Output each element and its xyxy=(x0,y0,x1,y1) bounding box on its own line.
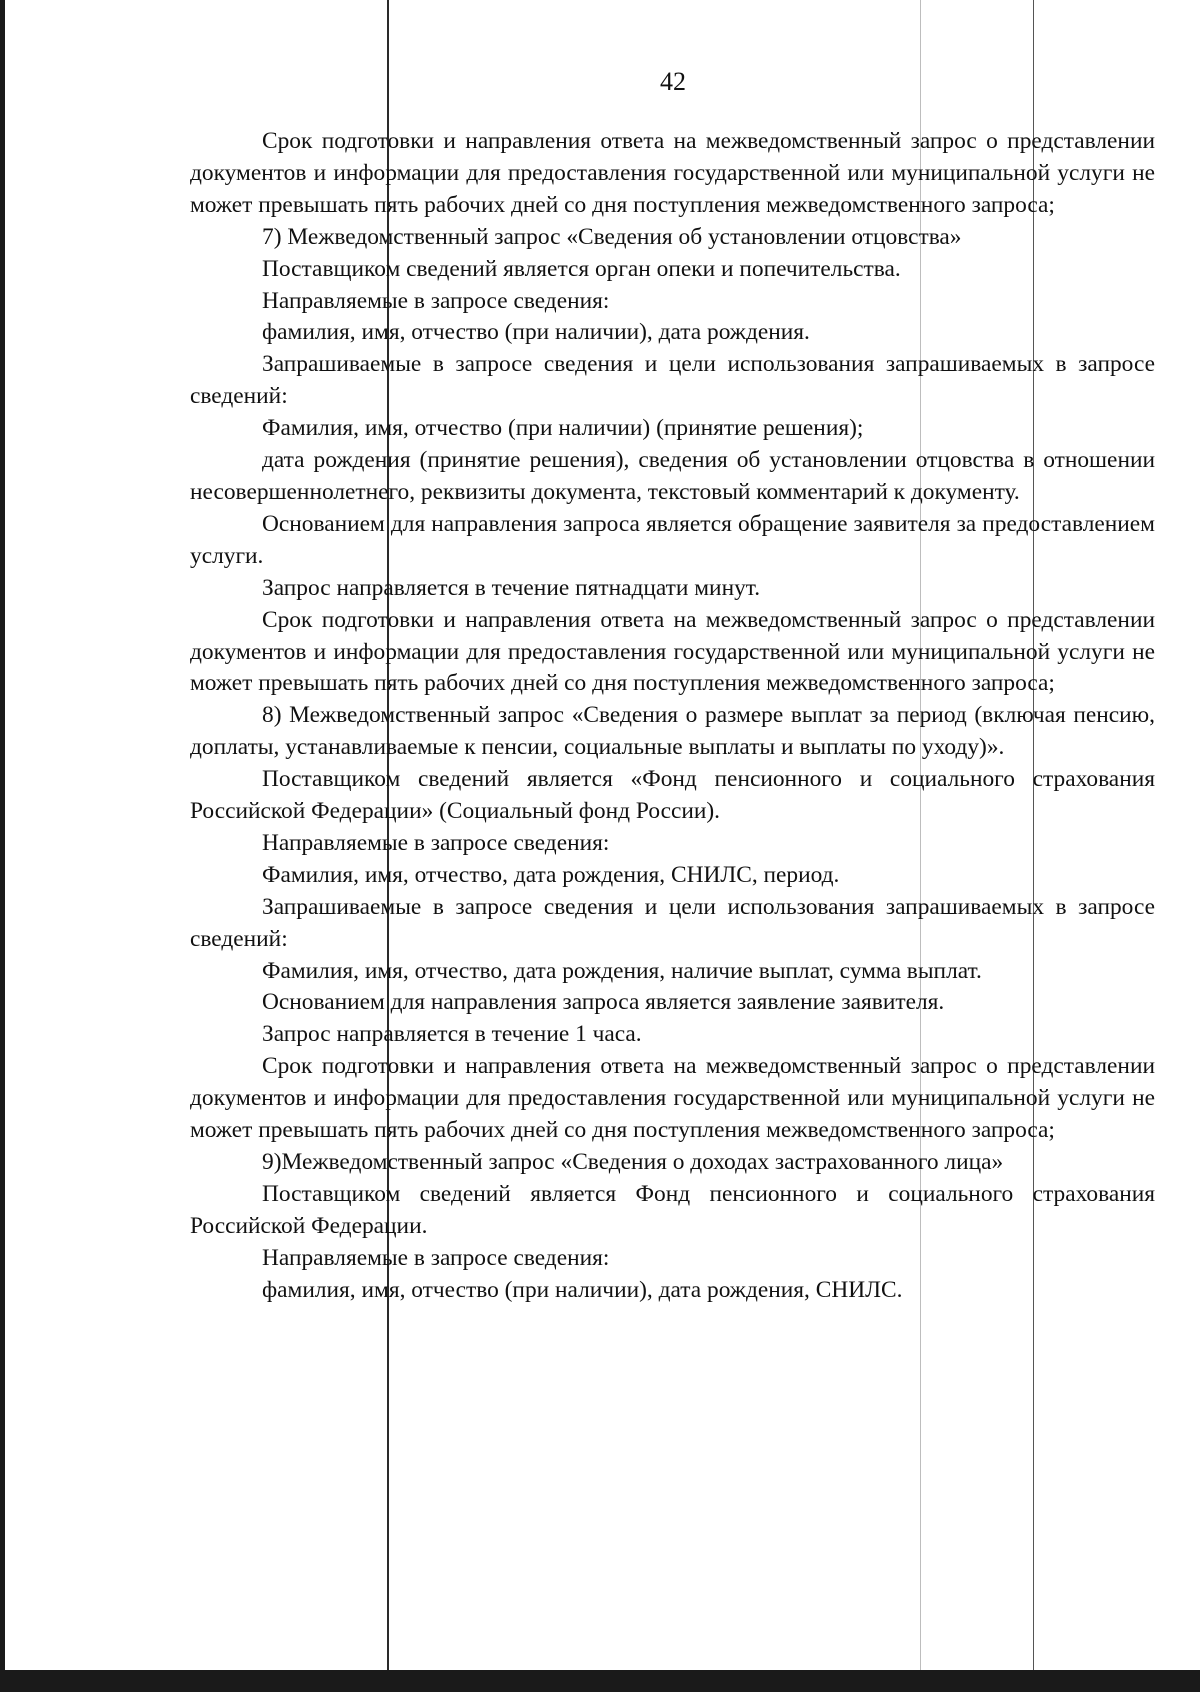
document-body xyxy=(190,126,1155,1307)
paragraph: фамилия, имя, отчество (при наличии), дата рождения, СНИЛС. xyxy=(262,1276,903,1303)
paragraph: Фамилия, имя, отчество, дата рождения, наличие выплат, сумма выплат. xyxy=(262,957,982,984)
scan-left-border xyxy=(0,0,5,1692)
paragraph: Поставщиком сведений является орган опеки и попечительства. xyxy=(262,255,901,282)
page-number: 42 xyxy=(660,67,686,96)
paragraph: Срок подготовки и направления ответа на межведомственный запрос о представлении документов и информации для предоставления государственной или муниципальной услуги не может превышать пять рабочих дней со дня поступления межведомственного запроса; xyxy=(190,1053,1155,1144)
paragraph: Направляемые в запросе сведения: xyxy=(262,287,610,314)
paragraph: Фамилия, имя, отчество (при наличии) (принятие решения); xyxy=(262,415,864,442)
paragraph: Запрос направляется в течение 1 часа. xyxy=(262,1021,642,1048)
paragraph: фамилия, имя, отчество (при наличии), дата рождения. xyxy=(262,319,810,346)
paragraph: 9)Межведомственный запрос «Сведения о доходах застрахованного лица» xyxy=(262,1149,1004,1175)
paragraph: Запрос направляется в течение пятнадцати минут. xyxy=(262,574,761,601)
paragraph: Фамилия, имя, отчество, дата рождения, СНИЛС, период. xyxy=(262,861,840,888)
paragraph: Поставщиком сведений является «Фонд пенсионного и социального страхования Российской Федерации» (Социальный фонд России). xyxy=(190,766,1155,825)
paragraph: 7) Межведомственный запрос «Сведения об установлении отцовства» xyxy=(262,223,962,250)
paragraph: Запрашиваемые в запросе сведения и цели использования запрашиваемых в запросе сведений: xyxy=(190,893,1155,952)
paragraph: Срок подготовки и направления ответа на межведомственный запрос о представлении документов и информации для предоставления государственной или муниципальной услуги не может превышать пять рабочих дней со дня поступления межведомственного запроса; xyxy=(190,128,1155,218)
paragraph: Основанием для направления запроса является заявление заявителя. xyxy=(262,989,945,1016)
paragraph: Запрашиваемые в запросе сведения и цели использования запрашиваемых в запросе сведений: xyxy=(190,351,1155,410)
scan-bottom-border xyxy=(0,1670,1200,1692)
paragraph: 8) Межведомственный запрос «Сведения о размере выплат за период (включая пенсию, доплаты, устанавливаемые к пенсии, социальные выплаты и выплаты по уходу)». xyxy=(190,702,1155,761)
paragraph: дата рождения (принятие решения), сведения об установлении отцовства в отношении несовершеннолетнего, реквизиты документа, текстовый комментарий к документу. xyxy=(190,447,1155,505)
paragraph: Основанием для направления запроса является обращение заявителя за предоставлением услуги. xyxy=(190,510,1155,569)
paragraph: Поставщиком сведений является Фонд пенсионного и социального страхования Российской Федерации. xyxy=(190,1180,1155,1239)
paragraph: Направляемые в запросе сведения: xyxy=(262,829,610,856)
paragraph: Срок подготовки и направления ответа на межведомственный запрос о представлении документов и информации для предоставления государственной или муниципальной услуги не может превышать пять рабочих дней со дня поступления межведомственного запроса; xyxy=(190,606,1155,697)
paragraph: Направляемые в запросе сведения: xyxy=(262,1244,610,1271)
